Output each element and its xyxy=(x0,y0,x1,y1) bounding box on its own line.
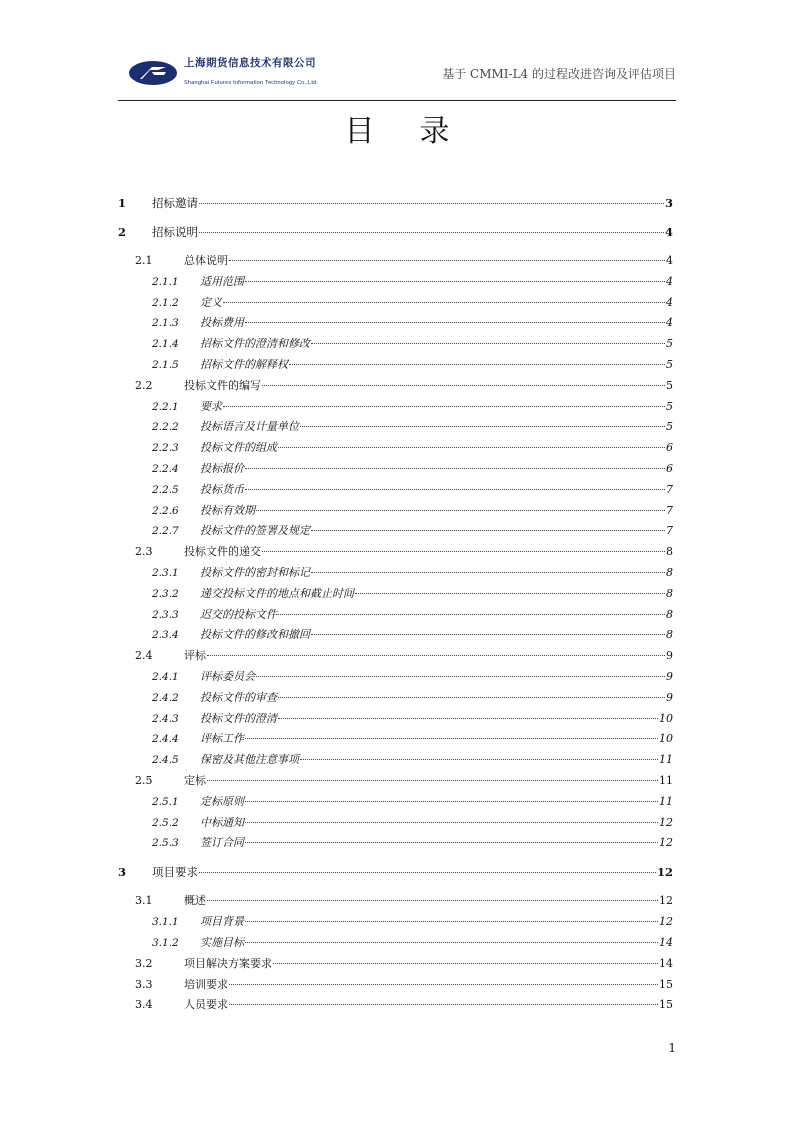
toc-dot-leader xyxy=(207,655,665,656)
toc-entry[interactable] xyxy=(118,607,673,623)
toc-entry[interactable] xyxy=(118,977,673,993)
toc-entry[interactable] xyxy=(118,440,673,456)
toc-entry[interactable] xyxy=(118,399,673,415)
toc-entry-number: 3.2 xyxy=(135,957,153,970)
toc-entry-label: 中标通知 xyxy=(200,816,244,829)
toc-entry-page: 10 xyxy=(659,732,673,745)
toc-entry-number: 2.1.5 xyxy=(152,359,179,371)
toc-entry-number: 2.4.3 xyxy=(152,713,179,725)
toc-entry-number: 2.1.2 xyxy=(152,297,179,309)
toc-entry-page: 9 xyxy=(666,670,673,683)
toc-entry[interactable] xyxy=(118,997,673,1013)
toc-dot-leader xyxy=(256,510,665,511)
toc-entry-label: 递交投标文件的地点和截止时间 xyxy=(200,587,354,600)
toc-entry-page: 8 xyxy=(666,587,673,600)
toc-dot-leader xyxy=(245,942,658,943)
toc-entry-number: 2.4.5 xyxy=(152,754,179,766)
toc-entry[interactable] xyxy=(118,731,673,747)
toc-entry-label: 投标文件的密封和标记 xyxy=(200,566,310,579)
toc-dot-leader xyxy=(311,572,665,573)
toc-entry[interactable] xyxy=(118,315,673,331)
toc-entry-number: 2.3.2 xyxy=(152,588,179,600)
toc-dot-leader xyxy=(245,738,658,739)
toc-entry-label: 实施目标 xyxy=(200,936,244,949)
toc-entry-label: 定标原则 xyxy=(200,795,244,808)
toc-entry-label: 评标委员会 xyxy=(200,670,255,683)
toc-entry-label: 项目解决方案要求 xyxy=(184,957,272,970)
project-title: 基于 CMMI-L4 的过程改进咨询及评估项目 xyxy=(442,67,676,81)
company-logo-icon xyxy=(128,60,178,86)
toc-entry[interactable] xyxy=(118,195,673,211)
toc-entry[interactable] xyxy=(118,544,673,560)
toc-entry[interactable] xyxy=(118,378,673,394)
toc-entry-page: 5 xyxy=(666,358,673,371)
toc-entry-label: 投标文件的组成 xyxy=(200,441,277,454)
toc-entry-page: 12 xyxy=(659,836,673,849)
toc-entry-label: 投标费用 xyxy=(200,316,244,329)
toc-entry-label: 招标文件的解释权 xyxy=(200,358,288,371)
toc-entry-page: 4 xyxy=(666,275,673,288)
company-name-cn: 上海期货信息技术有限公司 xyxy=(184,57,316,69)
toc-dot-leader xyxy=(262,551,665,552)
toc-dot-leader xyxy=(245,489,665,490)
toc-entry-label: 要求 xyxy=(200,400,222,413)
toc-entry[interactable] xyxy=(118,893,673,909)
toc-dot-leader xyxy=(223,302,665,303)
toc-entry-page: 15 xyxy=(659,998,673,1011)
toc-entry-page: 5 xyxy=(666,400,673,413)
toc-entry[interactable] xyxy=(118,648,673,664)
toc-entry-number: 3.1 xyxy=(135,894,153,907)
toc-entry-number: 2.5.2 xyxy=(152,817,179,829)
toc-entry-page: 14 xyxy=(659,936,673,949)
toc-entry-number: 2.1.1 xyxy=(152,276,179,288)
toc-entry-number: 2.4 xyxy=(135,649,153,662)
toc-entry-page: 12 xyxy=(659,894,673,907)
toc-entry-label: 人员要求 xyxy=(184,998,228,1011)
toc-entry-page: 6 xyxy=(666,462,673,475)
toc-entry-number: 2.1 xyxy=(135,254,153,267)
toc-dot-leader xyxy=(289,364,665,365)
toc-entry-page: 11 xyxy=(659,753,673,766)
toc-entry-number: 3 xyxy=(118,865,127,879)
toc-dot-leader xyxy=(278,614,665,615)
toc-entry[interactable] xyxy=(118,669,673,685)
toc-entry[interactable] xyxy=(118,523,673,539)
toc-entry-page: 7 xyxy=(666,504,673,517)
page-header xyxy=(118,52,676,98)
toc-entry-label: 投标文件的递交 xyxy=(184,545,261,558)
toc-dot-leader xyxy=(229,1004,658,1005)
toc-dot-leader xyxy=(278,697,665,698)
toc-dot-leader xyxy=(300,426,665,427)
toc-entry-label: 投标文件的编写 xyxy=(184,379,261,392)
toc-entry-page: 12 xyxy=(659,816,673,829)
toc-entry[interactable] xyxy=(118,711,673,727)
toc-dot-leader xyxy=(245,322,665,323)
toc-entry[interactable] xyxy=(118,815,673,831)
toc-entry-page: 9 xyxy=(666,649,673,662)
toc-dot-leader xyxy=(199,203,664,204)
toc-entry[interactable] xyxy=(118,586,673,602)
title-char-2: 录 xyxy=(419,114,450,149)
toc-entry-number: 2.1.3 xyxy=(152,317,179,329)
toc-entry-number: 2.1.4 xyxy=(152,338,179,350)
toc-entry-number: 2.3.4 xyxy=(152,629,179,641)
toc-entry[interactable] xyxy=(118,956,673,972)
company-logo xyxy=(128,58,428,88)
toc-entry-number: 2.4.1 xyxy=(152,671,179,683)
toc-dot-leader xyxy=(311,530,665,531)
toc-entry[interactable] xyxy=(118,752,673,768)
toc-entry-number: 3.1.1 xyxy=(152,916,179,928)
toc-dot-leader xyxy=(245,801,658,802)
title-char-1: 目 xyxy=(344,114,375,149)
toc-entry-label: 投标有效期 xyxy=(200,504,255,517)
toc-entry-label: 投标文件的修改和撤回 xyxy=(200,628,310,641)
toc-entry-page: 5 xyxy=(666,379,673,392)
toc-entry[interactable] xyxy=(118,357,673,373)
toc-entry-label: 适用范围 xyxy=(200,275,244,288)
toc-dot-leader xyxy=(199,872,656,873)
toc-dot-leader xyxy=(245,842,658,843)
toc-dot-leader xyxy=(278,447,665,448)
toc-entry[interactable] xyxy=(118,295,673,311)
toc-entry-number: 3.3 xyxy=(135,978,153,991)
toc-entry-label: 招标邀请 xyxy=(152,196,198,210)
toc-entry-page: 4 xyxy=(666,316,673,329)
page-number: 1 xyxy=(668,1041,676,1055)
toc-entry-page: 11 xyxy=(659,795,673,808)
toc-entry-page: 5 xyxy=(666,337,673,350)
toc-entry-label: 概述 xyxy=(184,894,206,907)
toc-dot-leader xyxy=(207,780,658,781)
toc-dot-leader xyxy=(355,593,665,594)
toc-entry-number: 2.5 xyxy=(135,774,153,787)
toc-dot-leader xyxy=(311,634,665,635)
toc-entry-page: 8 xyxy=(666,566,673,579)
toc-entry-label: 评标工作 xyxy=(200,732,244,745)
toc-entry-label: 保密及其他注意事项 xyxy=(200,753,299,766)
company-name-en: Shanghai Futures Information Technology Co.,Ltd. xyxy=(184,80,319,86)
toc-entry-label: 投标文件的签署及规定 xyxy=(200,524,310,537)
toc-entry-number: 2.2.5 xyxy=(152,484,179,496)
toc-dot-leader xyxy=(278,718,658,719)
toc-entry-label: 评标 xyxy=(184,649,206,662)
toc-entry[interactable] xyxy=(118,503,673,519)
toc-entry-page: 7 xyxy=(666,524,673,537)
toc-entry-number: 2.2 xyxy=(135,379,153,392)
toc-entry-page: 4 xyxy=(666,254,673,267)
toc-entry[interactable] xyxy=(118,794,673,810)
toc-entry[interactable] xyxy=(118,690,673,706)
toc-entry[interactable] xyxy=(118,835,673,851)
toc-entry-number: 2.4.2 xyxy=(152,692,179,704)
toc-entry-label: 投标文件的澄清 xyxy=(200,712,277,725)
toc-entry-number: 2.4.4 xyxy=(152,733,179,745)
toc-entry-number: 3.4 xyxy=(135,998,153,1011)
toc-entry-label: 定义 xyxy=(200,296,222,309)
toc-entry-label: 总体说明 xyxy=(184,254,228,267)
toc-entry[interactable] xyxy=(118,914,673,930)
toc-entry-number: 2 xyxy=(118,225,127,239)
toc-entry-page: 15 xyxy=(659,978,673,991)
toc-entry[interactable] xyxy=(118,224,673,240)
toc-entry-label: 投标货币 xyxy=(200,483,244,496)
toc-entry[interactable] xyxy=(118,935,673,951)
toc-entry-page: 11 xyxy=(659,774,673,787)
toc-entry-number: 2.2.1 xyxy=(152,401,179,413)
toc-dot-leader xyxy=(199,232,664,233)
header-divider xyxy=(118,100,676,101)
toc-entry-page: 12 xyxy=(656,865,673,879)
toc-dot-leader xyxy=(223,406,665,407)
toc-dot-leader xyxy=(245,468,665,469)
toc-entry-number: 2.3.1 xyxy=(152,567,179,579)
toc-entry-label: 培训要求 xyxy=(184,978,228,991)
toc-entry-number: 2.5.1 xyxy=(152,796,179,808)
toc-dot-leader xyxy=(256,676,665,677)
toc-entry-label: 招标说明 xyxy=(152,225,198,239)
toc-dot-leader xyxy=(229,260,665,261)
toc-entry[interactable] xyxy=(118,773,673,789)
toc-dot-leader xyxy=(300,759,658,760)
toc-dot-leader xyxy=(207,900,658,901)
toc-entry-page: 8 xyxy=(666,545,673,558)
toc-entry-label: 招标文件的澄清和修改 xyxy=(200,337,310,350)
toc-entry-page: 12 xyxy=(659,915,673,928)
toc-entry-label: 投标语言及计量单位 xyxy=(200,420,299,433)
toc-entry-label: 签订合同 xyxy=(200,836,244,849)
toc-entry-page: 7 xyxy=(666,483,673,496)
toc-dot-leader xyxy=(262,385,665,386)
toc-entry-page: 10 xyxy=(659,712,673,725)
toc-entry[interactable] xyxy=(118,419,673,435)
toc-entry-label: 项目背景 xyxy=(200,915,244,928)
toc-entry[interactable] xyxy=(118,461,673,477)
toc-entry[interactable] xyxy=(118,336,673,352)
toc-entry[interactable] xyxy=(118,565,673,581)
toc-entry-number: 2.3 xyxy=(135,545,153,558)
toc-dot-leader xyxy=(229,984,658,985)
toc-entry-page: 5 xyxy=(666,420,673,433)
toc-entry-page: 8 xyxy=(666,628,673,641)
toc-entry[interactable] xyxy=(118,274,673,290)
toc-entry[interactable] xyxy=(118,627,673,643)
toc-dot-leader xyxy=(311,343,665,344)
toc-entry-page: 14 xyxy=(659,957,673,970)
toc-entry-page: 8 xyxy=(666,608,673,621)
toc-entry-label: 投标报价 xyxy=(200,462,244,475)
toc-entry[interactable] xyxy=(118,482,673,498)
toc-entry[interactable] xyxy=(118,253,673,269)
toc-entry[interactable] xyxy=(118,864,673,880)
toc-entry-number: 2.5.3 xyxy=(152,837,179,849)
toc-dot-leader xyxy=(245,921,658,922)
toc-dot-leader xyxy=(245,281,665,282)
toc-entry-label: 定标 xyxy=(184,774,206,787)
toc-entry-number: 2.2.4 xyxy=(152,463,179,475)
toc-entry-number: 2.2.7 xyxy=(152,525,179,537)
toc-entry-label: 迟交的投标文件 xyxy=(200,608,277,621)
toc-entry-label: 投标文件的审查 xyxy=(200,691,277,704)
toc-entry-number: 2.2.6 xyxy=(152,505,179,517)
toc-entry-page: 6 xyxy=(666,441,673,454)
toc-entry-number: 3.1.2 xyxy=(152,937,179,949)
toc-dot-leader xyxy=(245,822,658,823)
toc-entry-label: 项目要求 xyxy=(152,865,198,879)
toc-entry-number: 2.2.2 xyxy=(152,421,179,433)
toc-entry-page: 3 xyxy=(664,196,673,210)
toc-dot-leader xyxy=(273,963,658,964)
toc-entry-page: 9 xyxy=(666,691,673,704)
page-title xyxy=(0,106,794,150)
toc-entry-number: 2.2.3 xyxy=(152,442,179,454)
toc-entry-page: 4 xyxy=(664,225,673,239)
toc-entry-page: 4 xyxy=(666,296,673,309)
toc-entry-number: 1 xyxy=(118,196,127,210)
toc-entry-number: 2.3.3 xyxy=(152,609,179,621)
